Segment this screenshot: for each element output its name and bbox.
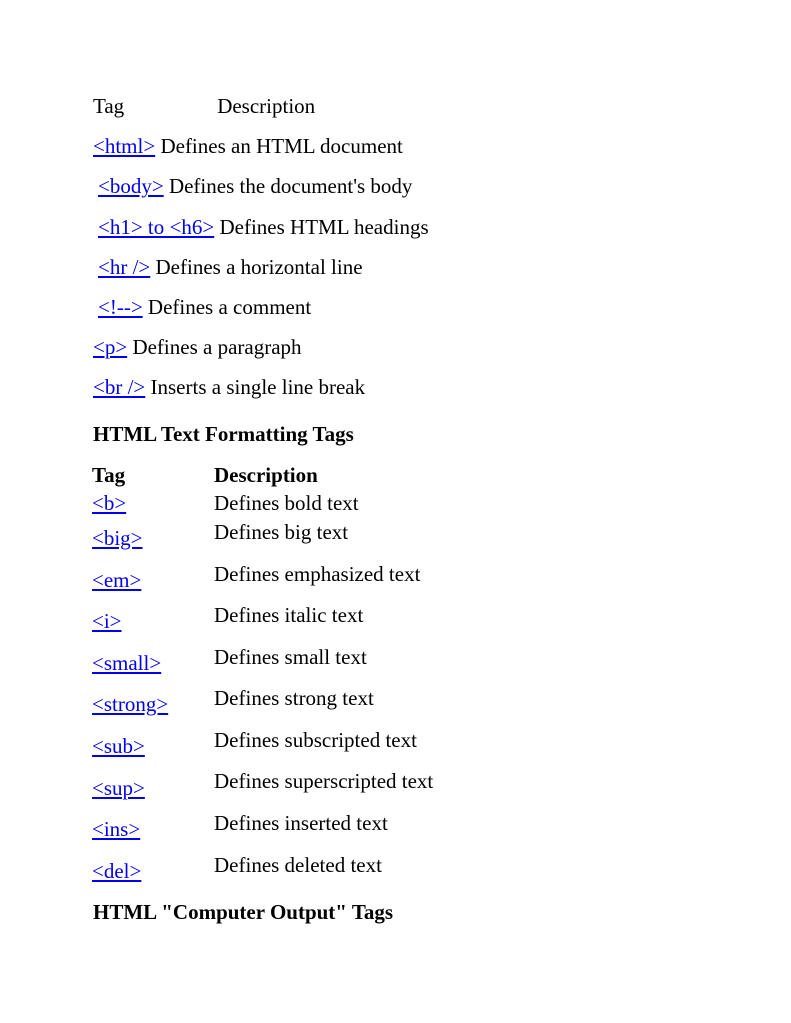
tag-link-big[interactable]: <big> <box>92 526 143 550</box>
tag-link-hr[interactable]: <hr /> <box>98 255 151 279</box>
list-item <box>93 217 429 238</box>
tag-description: Defines subscripted text <box>214 728 417 752</box>
basic-tags-header <box>93 96 315 117</box>
tag-link-strong[interactable]: <strong> <box>92 692 169 716</box>
tag-link-sub[interactable]: <sub> <box>92 734 145 758</box>
tag-description: Defines strong text <box>214 686 374 710</box>
tag-link-headings[interactable]: <h1> to <h6> <box>98 215 215 239</box>
tag-description: Defines a comment <box>147 295 312 319</box>
tag-link-ins[interactable]: <ins> <box>92 817 141 841</box>
tag-description: Defines big text <box>214 520 349 544</box>
list-item <box>93 176 412 197</box>
tag-description: Defines italic text <box>214 603 364 627</box>
tag-link-small[interactable]: <small> <box>92 651 162 675</box>
tag-description: Defines an HTML document <box>160 134 403 158</box>
list-item <box>93 297 311 318</box>
tag-description: Defines a horizontal line <box>155 255 363 279</box>
tag-description: Inserts a single line break <box>150 375 366 399</box>
tag-link-i[interactable]: <i> <box>92 609 122 633</box>
header-description: Description <box>217 94 316 118</box>
tag-link-br[interactable]: <br /> <box>93 375 146 399</box>
section-heading-formatting: HTML Text Formatting Tags <box>93 422 354 446</box>
table-header-tag: Tag <box>92 463 126 487</box>
list-item <box>93 257 363 278</box>
list-item <box>93 136 403 157</box>
tag-description: Defines the document's body <box>168 174 413 198</box>
tag-link-p[interactable]: <p> <box>93 335 128 359</box>
tag-description: Defines deleted text <box>214 853 382 877</box>
list-item <box>93 377 365 398</box>
tag-description: Defines emphasized text <box>214 562 421 586</box>
tag-description: Defines small text <box>214 645 367 669</box>
tag-link-b[interactable]: <b> <box>92 491 127 515</box>
tag-link-comment[interactable]: <!--> <box>98 295 143 319</box>
tag-link-html[interactable]: <html> <box>93 134 156 158</box>
tag-link-em[interactable]: <em> <box>92 568 142 592</box>
tag-description: Defines superscripted text <box>214 769 434 793</box>
tag-description: Defines inserted text <box>214 811 388 835</box>
header-tag: Tag <box>93 94 125 118</box>
tag-description: Defines a paragraph <box>132 335 302 359</box>
tag-description: Defines bold text <box>214 491 359 515</box>
tag-link-body[interactable]: <body> <box>98 174 164 198</box>
list-item <box>93 337 302 358</box>
tag-link-del[interactable]: <del> <box>92 859 142 883</box>
section-heading-computer-output: HTML "Computer Output" Tags <box>93 900 394 924</box>
tag-link-sup[interactable]: <sup> <box>92 776 145 800</box>
table-header-description: Description <box>214 463 318 487</box>
tag-description: Defines HTML headings <box>219 215 429 239</box>
